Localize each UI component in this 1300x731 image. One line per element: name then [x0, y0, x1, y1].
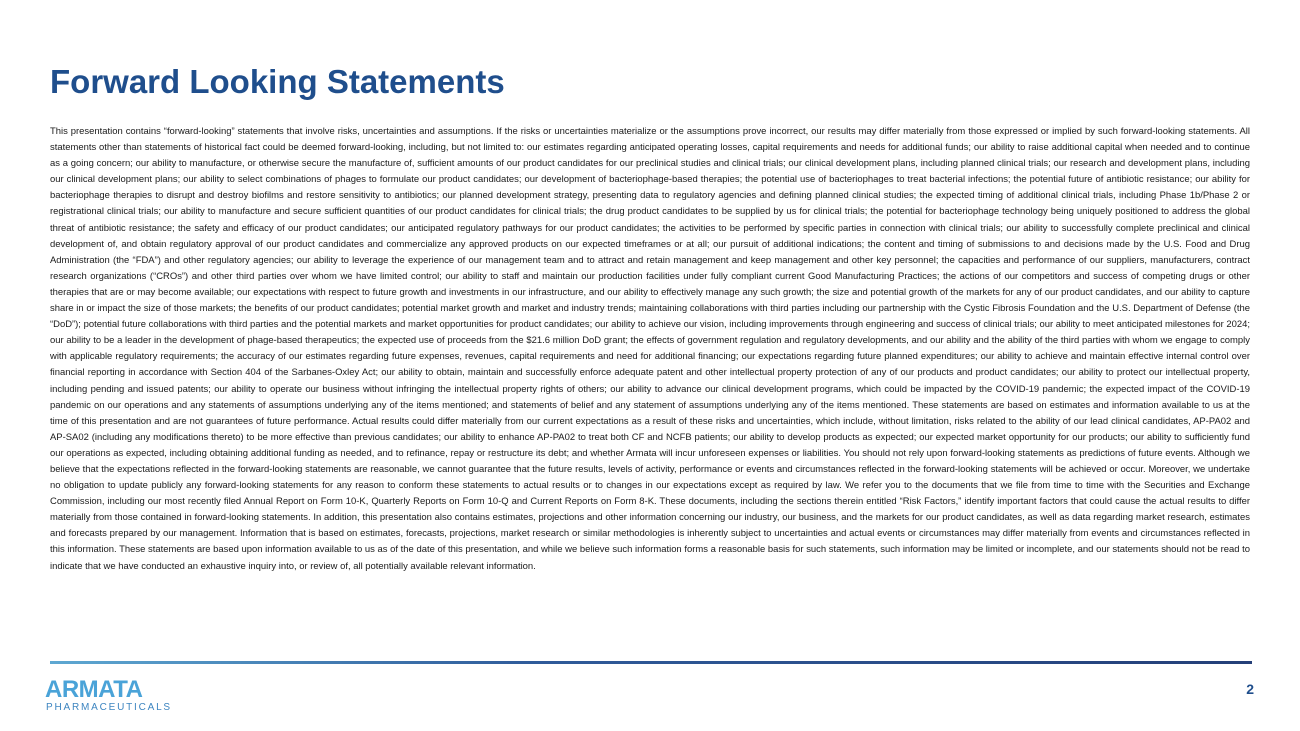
footer-divider — [50, 661, 1252, 664]
page-number: 2 — [1246, 681, 1254, 697]
slide-title: Forward Looking Statements — [50, 63, 505, 100]
logo-subtitle: PHARMACEUTICALS — [46, 702, 172, 713]
forward-looking-statements-text: This presentation contains “forward-looking” statements that involve risks, uncertainties and assumptions. If the risks or uncertainties materialize or the assumptions prove incorrect, our results may differ materially from those expressed or implied by such forward-looking statements. All statements other than statements of historical fact could be deemed forward-looking, including, but not limited to: our estimates regarding anticipated operating losses, capital requirements and needs for additional funds; our ability to raise additional capital when needed and to continue as a going concern; our ability to manufacture, or otherwise secure the manufacture of, sufficient amounts of our product candidates for our preclinical studies and clinical trials; our clinical development plans, including planned clinical trials; our research and development plans, including our clinical development plans; our ability to select combinations of phages to formulate our product candidates; our development of bacteriophage-based therapies; the potential use of bacteriophages to treat bacterial infections; the potential future of antibiotic resistance; our ability for bacteriophage therapies to disrupt and destroy biofilms and restore sensitivity to antibiotics; our planned development strategy, presenting data to regulatory agencies and defining planned clinical studies; the expected timing of additional clinical trials, including Phase 1b/Phase 2 or registrational clinical trials; our ability to manufacture and secure sufficient quantities of our product candidates for clinical trials; the drug product candidates to be supplied by us for clinical trials; the potential for bacteriophage technology being uniquely positioned to address the global threat of antibiotic resistance; the safety and efficacy of our product candidates; our anticipated regulatory pathways for our product candidates; the activities to be performed by specific parties in connection with clinical trials; our ability to successfully complete preclinical and clinical development of, and obtain regulatory approval of our product candidates and commercialize any approved products on our expected timeframes or at all; our pursuit of additional indications; the content and timing of submissions to and decisions made by the U.S. Food and Drug Administration (the “FDA”) and other regulatory agencies; our ability to leverage the experience of our management team and to attract and retain management and keep management and other key personnel; the capacities and performance of our suppliers, manufacturers, contract research organizations (“CROs”) and other third parties over whom we have limited control; our ability to staff and maintain our production facilities under fully compliant current Good Manufacturing Practices; the actions of our competitors and success of competing drugs or other therapies that are or may become available; our expectations with respect to future growth and investments in our infrastructure, and our ability to effectively manage any such growth; the size and potential growth of the markets for any of our product candidates, and our ability to capture share in or impact the size of those markets; the benefits of our product candidates; potential market growth and market and industry trends; maintaining collaborations with third parties including our partnership with the Cystic Fibrosis Foundation and the U.S. Department of Defense (the “DoD”); potential future collaborations with third parties and the potential markets and market opportunities for product candidates; our ability to achieve our vision, including improvements through engineering and success of clinical trials; our ability to meet anticipated milestones for 2024; our ability to be a leader in the development of phage-based therapeutics; the expected use of proceeds from the $21.6 million DoD grant; the effects of government regulation and regulatory developments, and our ability and the ability of the third parties with whom we engage to comply with applicable regulatory requirements; the accuracy of our estimates regarding future expenses, revenues, capital requirements and need for additional financing; our expectations regarding future planned expenditures; our ability to achieve and maintain effective internal control over financial reporting in accordance with Section 404 of the Sarbanes-Oxley Act; our ability to obtain, maintain and successfully enforce adequate patent and other intellectual property protection of any of our products and product candidates; our ability to protect our intellectual property, including pending and issued patents; our ability to operate our business without infringing the intellectual property rights of others; our ability to advance our clinical development programs, which could be impacted by the COVID-19 pandemic; the expected impact of the COVID-19 pandemic on our operations and any statements of assumptions underlying any of the items mentioned; and statements of belief and any statement of assumptions underlying any of the items mentioned. These statements are based on estimates and information available to us at the time of this presentation and are not guarantees of future performance. Actual results could differ materially from our current expectations as a result of these risks and uncertainties, which include, without limitation, risks related to the ability of our lead clinical candidates, AP-PA02 and AP-SA02 (including any modifications thereto) to be more effective than previous candidates; our ability to enhance AP-PA02 to treat both CF and NCFB patients; our ability to develop products as expected; our expected market opportunity for our products; our ability to sufficiently fund our operations as expected, including obtaining additional funding as needed, and to refinance, repay or restructure its debt; and whether Armata will incur unforeseen expenses or liabilities. You should not rely upon forward-looking statements as predictions of future events. Although we believe that the expectations reflected in the forward-looking statements are reasonable, we cannot guarantee that the future results, levels of activity, performance or events and circumstances reflected in the forward-looking statements will be achieved or occur. Moreover, we undertake no obligation to update publicly any forward-looking statements for any reason to conform these statements to actual results or to changes in our expectations except as required by law. We refer you to the documents that we file from time to time with the Securities and Exchange Commission, including our most recently filed Annual Report on Form 10-K, Quarterly Reports on Form 10-Q and Current Reports on Form 8-K. These documents, including the sections therein entitled “Risk Factors,” identify important factors that could cause the actual results to differ materially from those contained in forward-looking statements. In addition, this presentation also contains estimates, projections and other information concerning our industry, our business, and the markets for our product candidates, as well as data regarding market research, estimates and forecasts prepared by our management. Information that is based on estimates, forecasts, projections, market research or similar methodologies is inherently subject to uncertainties and actual events or circumstances may differ materially from events and circumstances reflected in this information. These statements are based upon information available to us as of the date of this presentation, and while we believe such information forms a reasonable basis for such statements, such information may be limited or incomplete, and our statements should not be read to indicate that we have conducted an exhaustive inquiry into, or review of, all potentially available relevant information. — [50, 126, 1250, 572]
armata-logo — [45, 676, 172, 717]
logo-wordmark: ARMATA — [45, 676, 143, 703]
